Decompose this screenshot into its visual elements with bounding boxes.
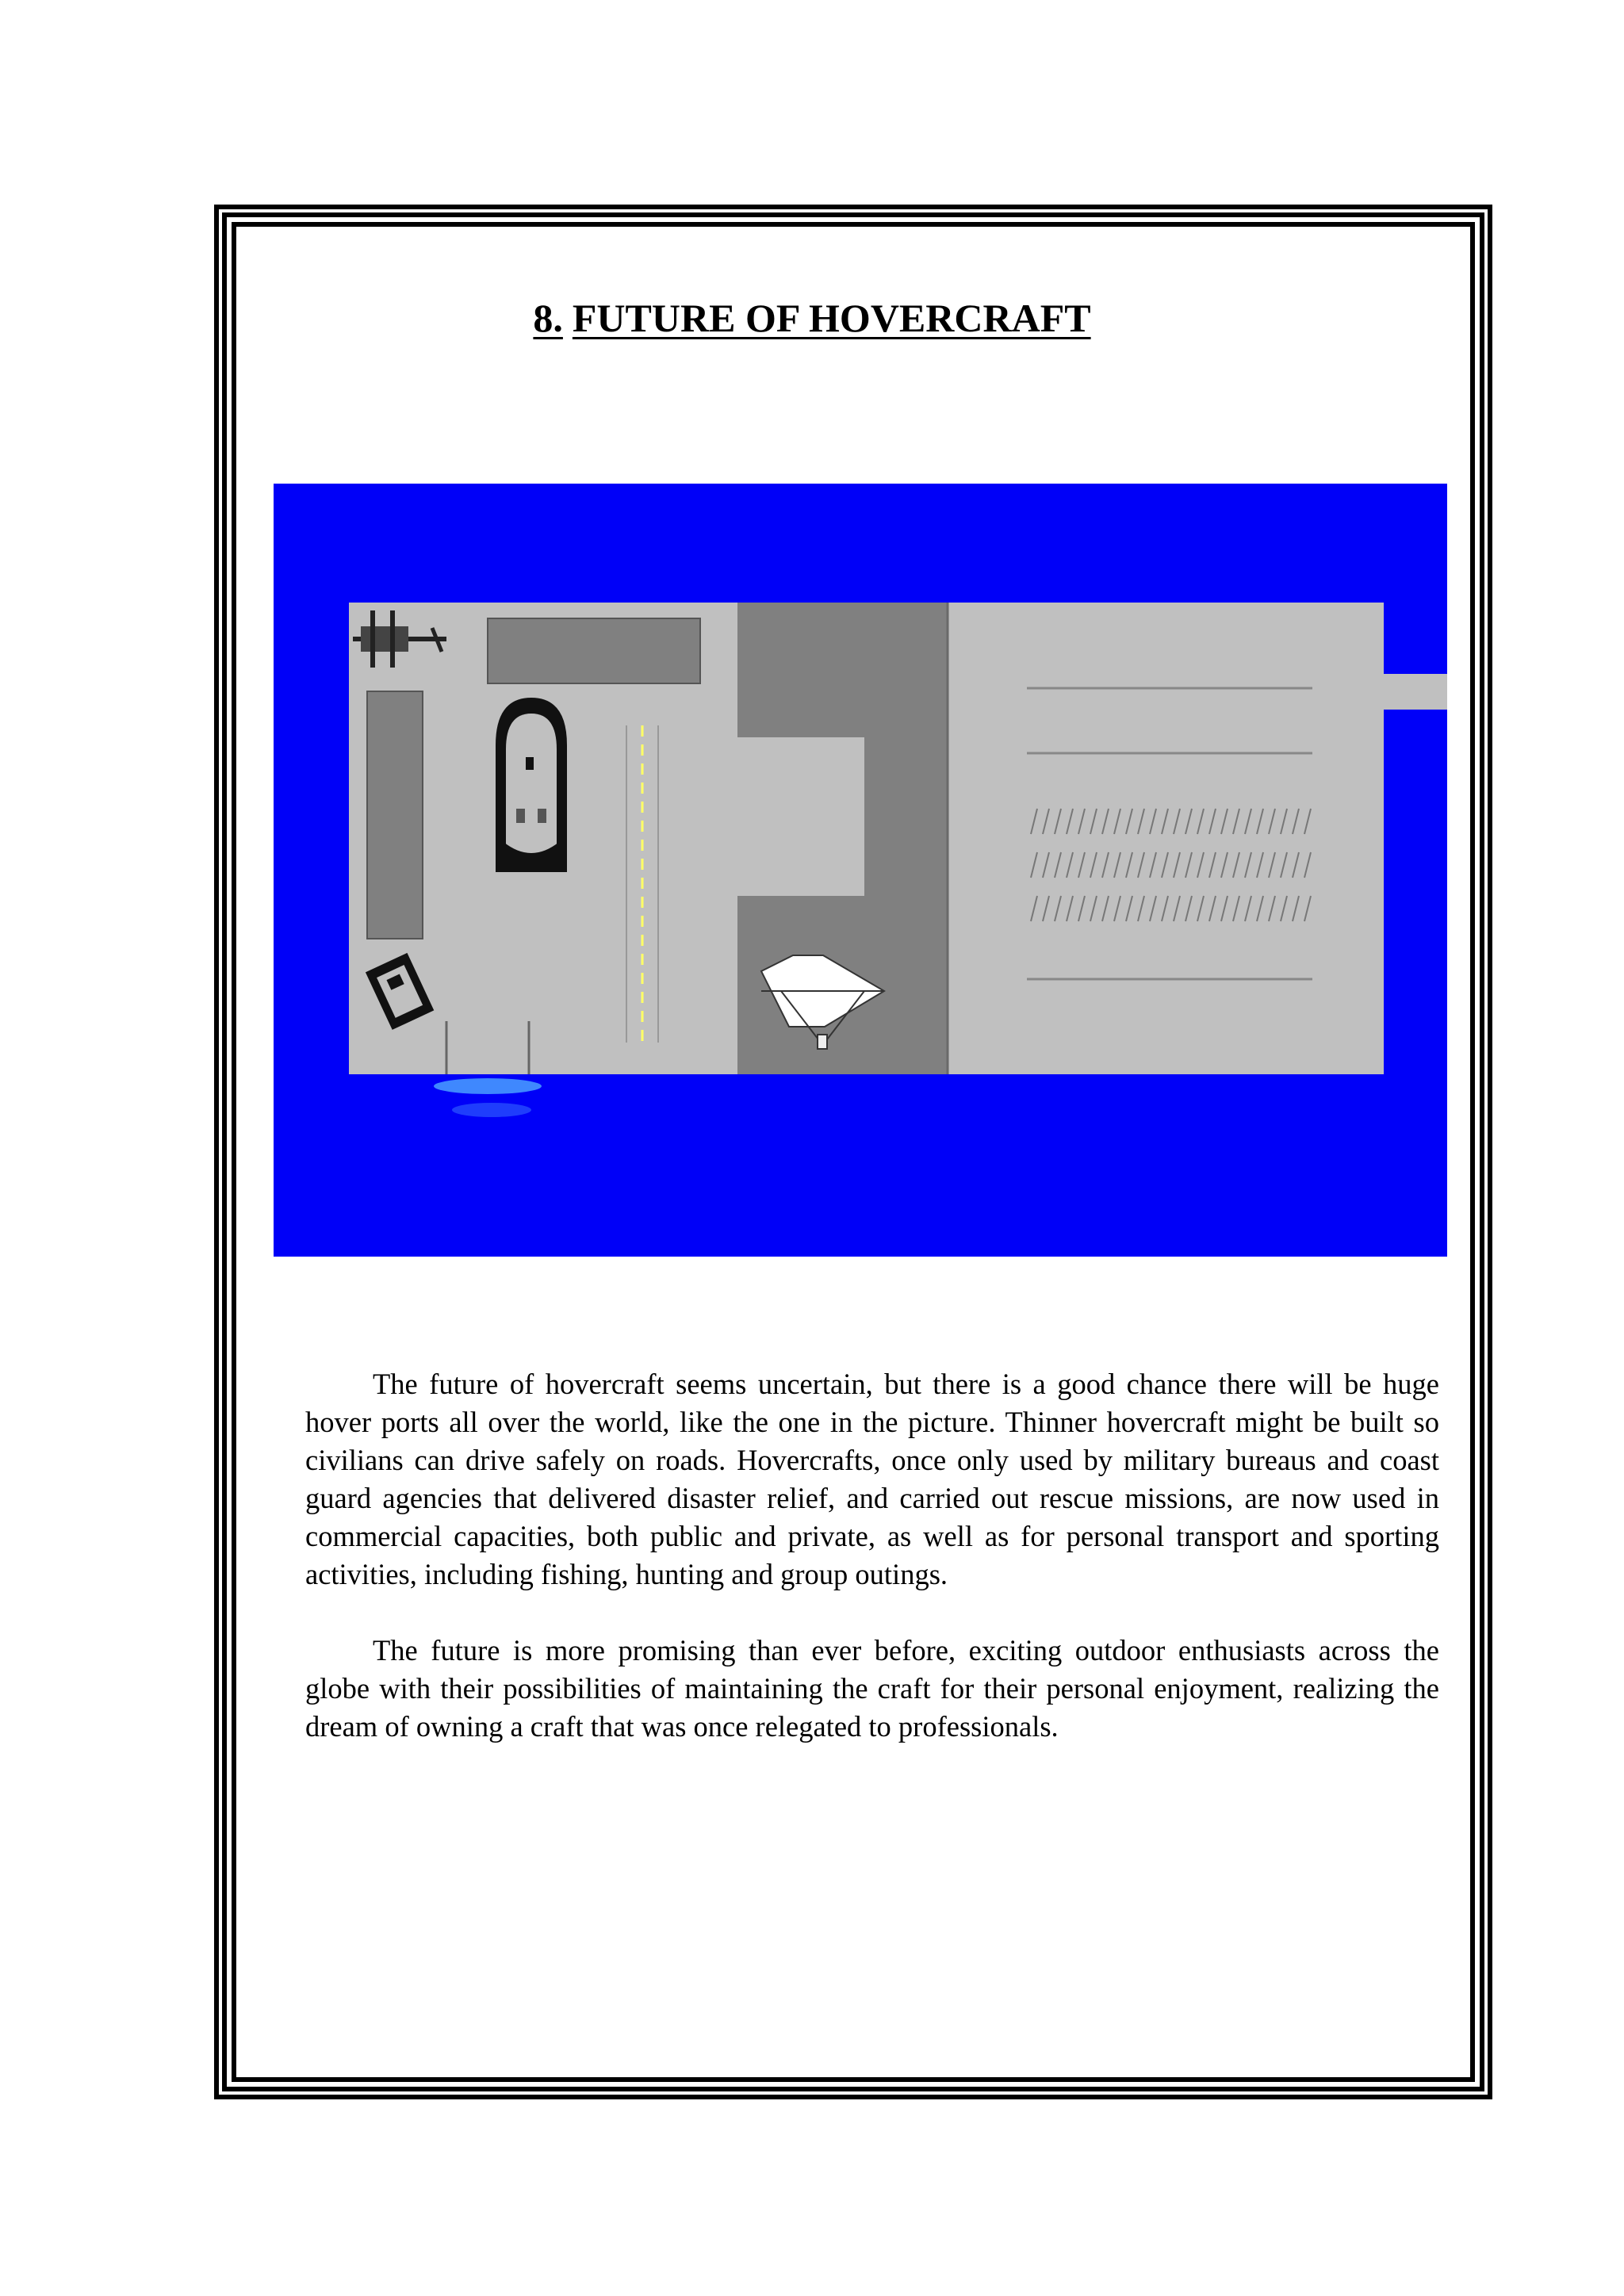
hangar-left [367, 691, 423, 939]
body-text [305, 1365, 1439, 1784]
hover-port-svg [274, 484, 1447, 1257]
paragraph-1: The future of hovercraft seems uncertain, but there is a good chance there will be huge hover ports all over the world, like the one in the picture. Thinner hovercraft might be built so civilians can drive safely on roads. Hovercrafts, once only used by military bureaus and coast guard agencies that delivered disaster relief, and carried out rescue missions, are now used in commercial capacities, both public and private, as well as for personal transport and sporting activities, including fishing, hunting and group outings. [305, 1368, 1439, 1590]
section-title: FUTURE OF HOVERCRAFT [572, 296, 1091, 340]
hover-port-illustration [274, 484, 1447, 1257]
hovercraft-icon [496, 698, 567, 872]
hovercraft-wake-faint [452, 1103, 531, 1117]
section-number: 8. [533, 296, 563, 340]
paragraph-2: The future is more promising than ever before, exciting outdoor enthusiasts across the globe with their possibilities of maintaining the craft for their personal enjoyment, realizing the dream of owning a craft that was once relegated to professionals. [305, 1634, 1439, 1743]
hovercraft-wake [434, 1078, 542, 1094]
hangar-top [488, 618, 700, 683]
section-heading [0, 295, 1624, 341]
